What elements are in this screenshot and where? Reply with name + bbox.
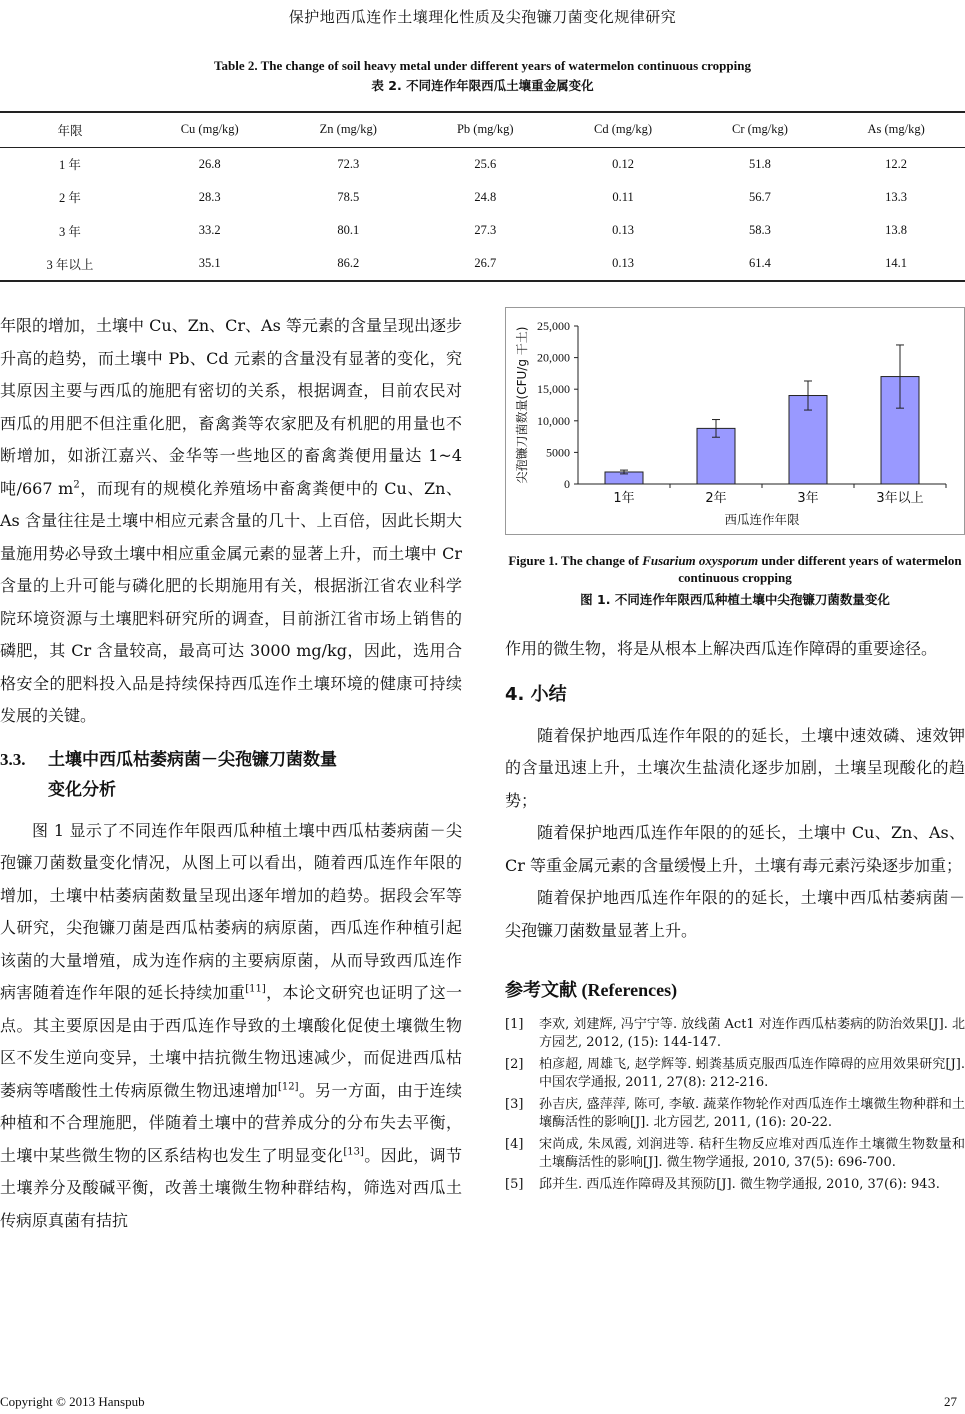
text-run: 参考文献 [505,980,577,1001]
table-row [0,248,965,282]
y-tick-label: 10,000 [537,413,570,428]
conclusion-paragraph: 随着保护地西瓜连作年限的的延长，土壤中 Cu、Zn、As、Cr 等重金属元素的含量缓慢上升，土壤有毒元素污染逐步加重； [505,823,965,875]
table-header-cell: As (mg/kg) [867,122,925,137]
text-run: under different years of watermelon continuous cropping [678,553,962,585]
table-cell: 28.3 [198,189,221,204]
x-tick-label: 3年 [797,491,819,506]
text-run: ，本论文研究也证明了这一点。其主要原因是由于西瓜连作导致的土壤酸化促使土壤微生物区不发生逆向变异，土壤中拮抗微生物迅速减少，而促进西瓜枯萎病等嗜酸性土传病原微生物迅速增加 [0,983,462,1100]
table-cell: 1 年 [59,158,81,172]
x-tick-label: 1年 [613,491,635,506]
right-column [505,633,965,1198]
table-header-cell: Pb (mg/kg) [456,122,514,137]
table-cell: 13.8 [885,223,908,238]
footer-copyright: Copyright © 2013 Hanspub [0,1394,145,1409]
y-tick-label: 15,000 [537,382,570,397]
table-cell: 26.7 [474,256,497,271]
table-cell: 72.3 [337,156,360,171]
table-cell: 78.5 [337,189,360,204]
table-cell: 25.6 [474,156,497,171]
heavy-metal-table [0,111,965,282]
section-heading-4: 4. 小结 [505,683,567,705]
reference-text: 邱并生. 西瓜连作障碍及其预防[J]. 微生物学通报, 2010, 37(6): 943. [539,1177,940,1192]
text-run: 。另一方面，由于连续种植和不合理施肥，伴随着土壤中的营养成分的分布失去平衡，土壤中某些微生物的区系结构也发生了明显变化 [0,1080,462,1165]
table-cell: 58.3 [749,223,771,238]
species-name: Fusarium oxysporum [642,553,759,568]
table-cell: 35.1 [198,256,221,271]
bar-chart-svg [506,308,964,534]
text-run: 。因此，调节土壤养分及酸碱平衡，改善土壤微生物种群结构，筛选对西瓜土传病原真菌有拮抗 [0,1145,462,1230]
reference-text: 柏彦超, 周雄飞, 赵学辉等. 蚓粪基质克服西瓜连作障碍的应用效果研究[J]. 中国农学通报, 2011, 27(8): 212-216. [539,1057,965,1090]
table-cell: 56.7 [749,189,771,204]
x-tick-label: 3年以上 [876,491,924,506]
table-cell: 0.13 [612,223,634,238]
citation-link[interactable]: [13] [343,1146,364,1158]
table-cell: 2 年 [59,191,81,206]
y-tick-label: 0 [564,477,570,491]
table-cell: 3 年以上 [46,257,94,272]
section-title-line1: 土壤中西瓜枯萎病菌－尖孢镰刀菌数量 [48,749,337,770]
reference-number: [3] [505,1097,524,1112]
table-cell: 13.3 [885,189,908,204]
table-cell: 86.2 [337,256,360,271]
table-cell: 51.8 [749,156,771,171]
table-caption-zh: 表 2. 不同连作年限西瓜土壤重金属变化 [371,78,594,93]
text-run: (References) [577,980,678,1000]
reference-number: [2] [505,1057,524,1072]
text-run: 图 1 显示了不同连作年限西瓜种植土壤中西瓜枯萎病菌－尖孢镰刀菌数量变化情况，从图上可以看出，随着西瓜连作年限的增加，土壤中枯萎病菌数量呈现出逐年增加的趋势。据段会军等人研究，尖孢镰刀菌是西瓜枯萎病的病原菌，西瓜连作种植引起该菌的大量增殖，成为连作病的主要病原菌，从而导致西瓜连作病害随着连作年限的延长持续加重 [0,820,462,1002]
reference-item [505,1056,965,1092]
conclusion-paragraph: 随着保护地西瓜连作年限的的延长，土壤中西瓜枯萎病菌－尖孢镰刀菌数量显著上升。 [505,888,965,940]
reference-item [505,1016,965,1052]
table-cell: 33.2 [198,223,221,238]
table-header-cell: Cu (mg/kg) [180,122,239,137]
table-cell: 0.12 [612,156,634,171]
body-paragraph [0,815,462,1238]
table-cell: 80.1 [337,223,360,238]
reference-number: [4] [505,1137,524,1152]
table-cell: 27.3 [474,223,497,238]
reference-item [505,1176,965,1194]
section-title-line2: 变化分析 [48,779,116,800]
table-cell: 61.4 [749,256,771,271]
section-heading-3-3 [0,745,462,805]
reference-text: 孙吉庆, 盛萍萍, 陈可, 李敏. 蔬菜作物轮作对西瓜连作土壤微生物种群和土壤酶活性的影响[J]. 北方园艺, 2011, (16): 20-22. [539,1097,965,1130]
reference-list [505,1016,965,1194]
table-caption-en: Table 2. The change of soil heavy metal under different years of watermelon continuous cropping [214,58,751,73]
section-number: 3.3. [0,749,26,769]
text-run: Figure 1. The change of [508,553,643,568]
reference-item [505,1096,965,1132]
table-header-cell: Zn (mg/kg) [319,122,377,137]
table-cell: 0.11 [612,189,634,204]
table-row [0,147,965,181]
reference-item [505,1136,965,1172]
text-run: 年限的增加，土壤中 Cu、Zn、Cr、As 等元素的含量呈现出逐步升高的趋势，而土壤中 Pb、Cd 元素的含量没有显著的变化，究其原因主要与西瓜的施肥有密切的关系，根据调查，目前农民对西瓜的用肥不但注重化肥，畜禽粪等农家肥及有机肥的用量也不断增加，如浙江嘉兴、金华等一些地区的畜禽粪便用量达 1~4 吨/667 m [0,316,462,498]
y-tick-label: 25,000 [537,319,570,333]
y-tick-label: 5000 [546,445,570,460]
table-cell: 0.13 [612,256,634,271]
footer-page-number: 27 [944,1394,957,1409]
body-paragraph [0,310,462,733]
table-row [0,181,965,215]
x-axis-label: 西瓜连作年限 [724,512,800,527]
y-axis-label: 尖孢镰刀菌数量(CFU/g 干土) [515,326,529,484]
table-cell: 3 年 [59,224,81,239]
references-heading [505,975,965,1006]
y-tick-label: 20,000 [537,350,570,365]
superscript: 2 [73,479,80,491]
table-cell: 24.8 [474,189,497,204]
x-tick-label: 2年 [705,491,727,506]
table-header-cell: Cd (mg/kg) [594,122,653,137]
figure-caption-en [505,552,965,586]
citation-link[interactable]: [11] [245,983,266,995]
table-cell: 12.2 [885,156,908,171]
conclusion-paragraph: 随着保护地西瓜连作年限的的延长，土壤中速效磷、速效钾的含量迅速上升，土壤次生盐渍化逐步加剧，土壤呈现酸化的趋势； [505,725,965,810]
citation-link[interactable]: [12] [277,1081,299,1093]
figure-1-chart [505,307,965,535]
figure-caption-zh: 图 1. 不同连作年限西瓜种植土壤中尖孢镰刀菌数量变化 [580,592,890,607]
reference-number: [5] [505,1177,524,1192]
reference-text: 宋尚成, 朱凤霞, 刘润进等. 秸秆生物反应堆对西瓜连作土壤微生物数量和土壤酶活性的影响[J]. 微生物学通报, 2010, 37(5): 696-700. [539,1137,965,1170]
table-header-row [0,112,965,147]
reference-number: [1] [505,1017,524,1032]
left-column [0,310,462,1237]
table-row [0,214,965,248]
table-header-cell: Cr (mg/kg) [732,122,788,137]
body-paragraph: 作用的微生物，将是从根本上解决西瓜连作障碍的重要途径。 [505,639,938,658]
table-cell: 26.8 [198,156,221,171]
reference-text: 李欢, 刘建辉, 冯宁宁等. 放线菌 Act1 对连作西瓜枯萎病的防治效果[J]. 北方园艺, 2012, (15): 144-147. [539,1017,965,1050]
running-head: 保护地西瓜连作土壤理化性质及尖孢镰刀菌变化规律研究 [288,8,677,26]
table-cell: 14.1 [885,256,908,271]
table-header-cell: 年限 [57,123,83,138]
text-run: ，而现有的规模化养殖场中畜禽粪便中的 Cu、Zn、As 含量往往是土壤中相应元素含量的几十、上百倍，因此长期大量施用势必导致土壤中相应重金属元素的显著上升，而土壤中 Cr 含量的上升可能与磷化肥的长期施用有关，根据浙江省农业科学院环境资源与土壤肥料研究所的调查，目前浙江省市场上销售的磷肥，其 Cr 含量较高，最高可达 3000 mg/kg，因此，选用合格安全的肥料投入品是持续保持西瓜连作土壤环境的健康可持续发展的关键。 [0,478,462,725]
